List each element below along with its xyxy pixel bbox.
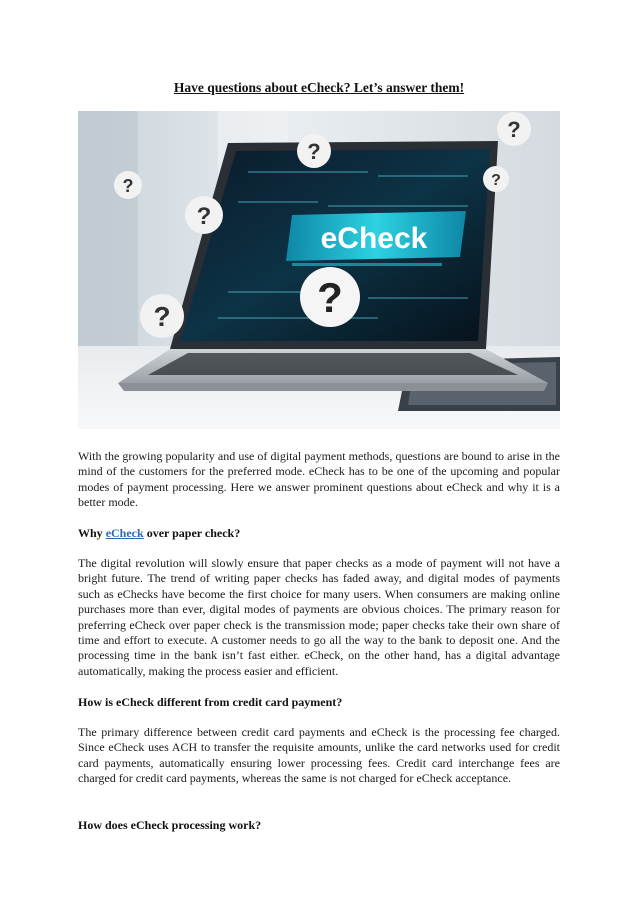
question-mark-icon: ? bbox=[317, 274, 343, 321]
section-heading-processing: How does eCheck processing work? bbox=[78, 818, 262, 832]
heading-suffix: over paper check? bbox=[143, 526, 241, 540]
echeck-link[interactable]: eCheck bbox=[105, 526, 144, 540]
svg-text:?: ? bbox=[507, 117, 521, 142]
section-body-why-echeck: The digital revolution will slowly ensure that paper checks as a mode of payment will not have a bright future. The trend of writing paper checks has faded away, and digital modes of payments such as eChecks have become the first choice for many users. When consumers are making online purchases more than ever, digital modes of payments are obvious choices. The primary reason for preferring eCheck over paper check is the transmission mode; paper checks take their own share of time and effort to execute. A customer needs to go all the way to the bank to deposit one. And the processing time in the bank isn’t fast either. eCheck, on the other hand, has a digital advantage automatically, making the process easier and efficient. bbox=[78, 556, 560, 678]
question-bubble-icon bbox=[497, 112, 531, 146]
intro-paragraph: With the growing popularity and use of digital payment methods, questions are bound to arise in the mind of the customers for the preferred mode. eCheck has to be one of the upcoming and popular modes of payment processing. Here we answer prominent questions about eCheck and why it is a better mode. bbox=[78, 449, 560, 510]
question-bubble-icon bbox=[297, 134, 331, 168]
heading-prefix: Why bbox=[78, 526, 106, 540]
hero-image bbox=[78, 111, 560, 429]
svg-text:?: ? bbox=[122, 176, 134, 196]
question-bubble-icon bbox=[185, 196, 223, 234]
page-title: Have questions about eCheck? Let’s answer them! bbox=[173, 80, 465, 95]
svg-text:?: ? bbox=[196, 203, 212, 230]
section-heading-why-echeck bbox=[78, 526, 560, 541]
svg-text:?: ? bbox=[491, 172, 501, 189]
svg-text:?: ? bbox=[153, 301, 171, 332]
question-bubble-icon bbox=[114, 171, 142, 199]
question-bubble-icon bbox=[483, 166, 509, 192]
svg-text:?: ? bbox=[307, 139, 321, 164]
hero-screen-text: eCheck bbox=[320, 222, 428, 255]
section-heading-credit-card: How is eCheck different from credit card payment? bbox=[78, 695, 343, 709]
section-body-credit-card: The primary difference between credit card payments and eCheck is the processing fee charged. Since eCheck uses ACH to transfer the requisite amounts, unlike the card networks used for credit card payments, automatically ensuring lower processing fees. Credit card interchange fees are charged for credit card payments, whereas the same is not charged for eCheck acceptance. bbox=[78, 725, 560, 786]
question-bubble-icon bbox=[140, 294, 184, 338]
